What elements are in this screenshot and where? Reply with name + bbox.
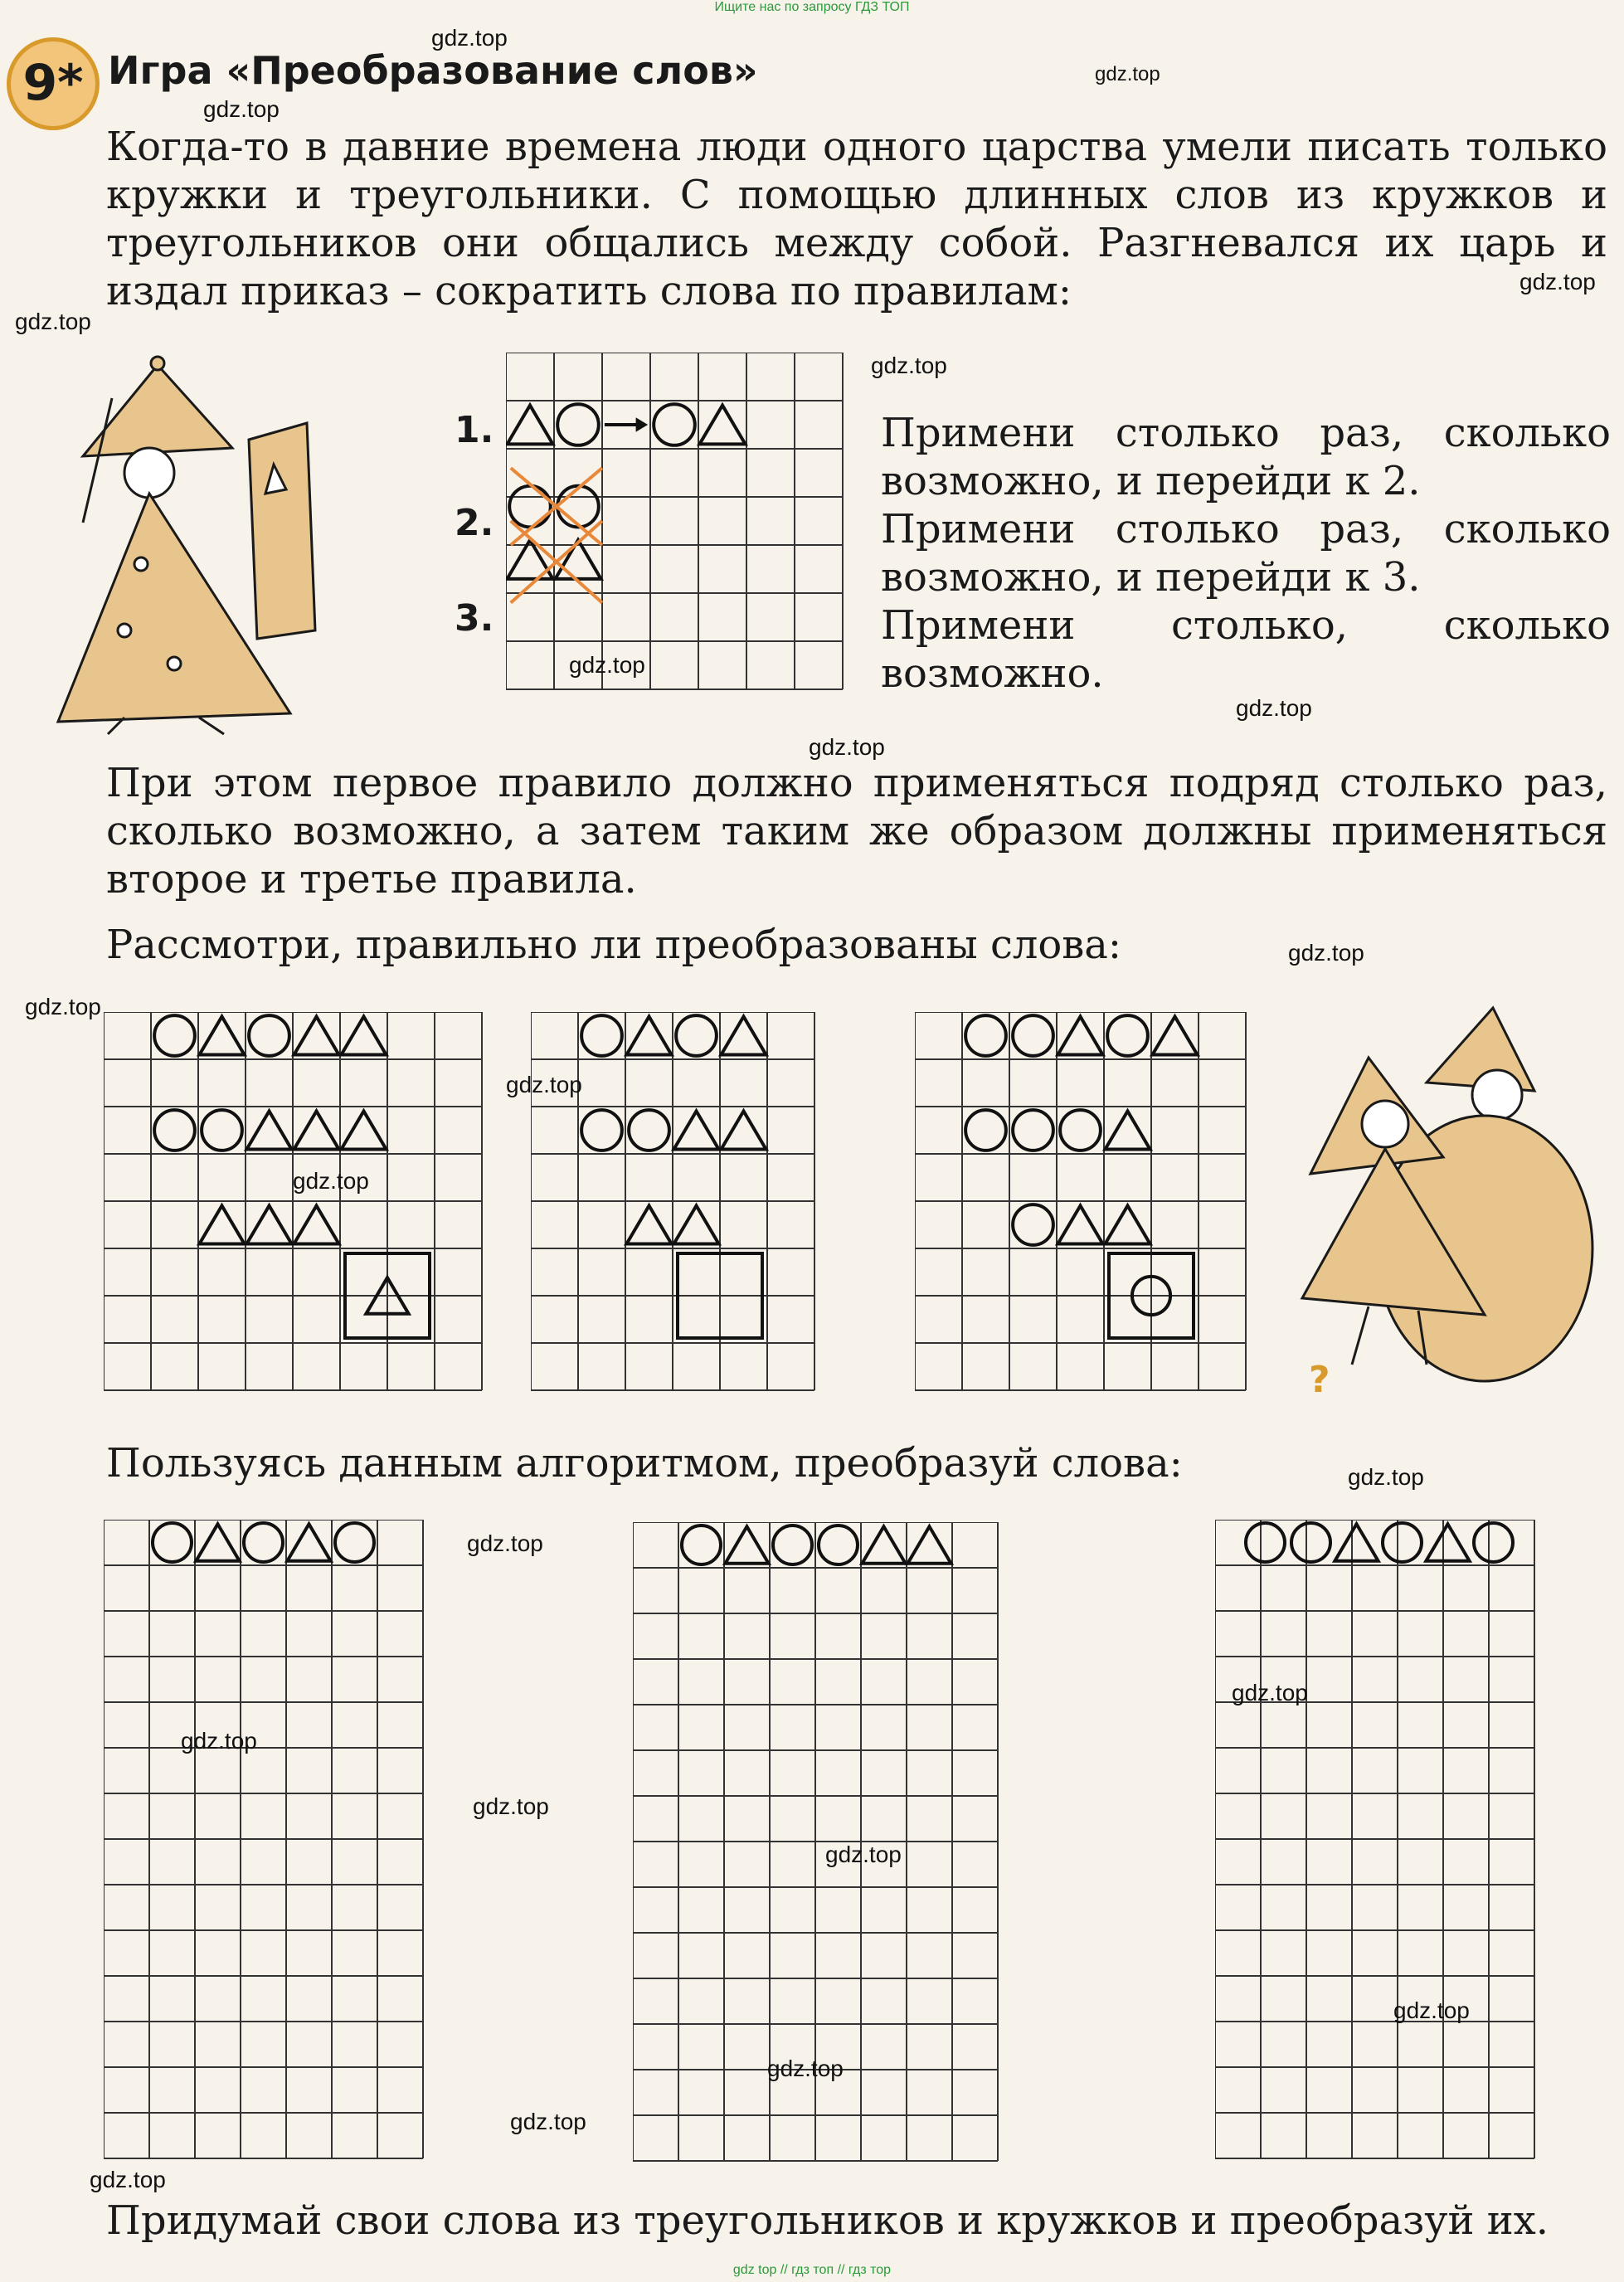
watermark: gdz.top bbox=[809, 734, 885, 760]
rule-3-text: Примени столько, сколько возможно. bbox=[881, 602, 1611, 697]
bottom-banner: gdz top // гдз топ // гдз тор bbox=[732, 2263, 892, 2277]
example-grid-3 bbox=[915, 1012, 1247, 1394]
example-grid-1 bbox=[104, 1012, 485, 1394]
watermark: gdz.top bbox=[1095, 63, 1160, 85]
triangle-icon bbox=[721, 1016, 766, 1054]
watermark: gdz.top bbox=[1288, 940, 1364, 966]
watermark: gdz.top bbox=[1519, 269, 1596, 294]
question-mark: ? bbox=[1309, 1359, 1330, 1401]
triangle-icon bbox=[1152, 1016, 1197, 1054]
task-title: Игра «Преобразование слов» bbox=[108, 48, 758, 93]
circle-icon bbox=[335, 1523, 374, 1562]
triangle-icon bbox=[699, 406, 745, 445]
triangle-icon bbox=[1058, 1016, 1102, 1054]
triangle-icon bbox=[246, 1111, 291, 1149]
intro-text: Когда-то в давние времена люди одного царства умели писать только кружки и треугольники. С помощью длинных слов из кружков и треугольников они общались между собой. Разгневался их царь и издал приказ – сократить слова по правилам: bbox=[106, 124, 1607, 314]
task-number-badge: 9* bbox=[7, 37, 100, 130]
watermark: gdz.top bbox=[871, 353, 947, 378]
watermark: gdz.top bbox=[25, 994, 101, 1019]
watermark: gdz.top bbox=[181, 1728, 257, 1754]
circle-icon bbox=[676, 1015, 717, 1056]
triangle-icon bbox=[287, 1524, 330, 1560]
watermark: gdz.top bbox=[431, 25, 508, 51]
triangle-icon bbox=[294, 1111, 338, 1149]
circle-icon bbox=[654, 404, 695, 445]
circle-icon bbox=[965, 1110, 1006, 1151]
rule-2-number: 2. bbox=[455, 502, 494, 544]
circle-icon bbox=[1013, 1110, 1053, 1151]
triangle-icon bbox=[725, 1526, 768, 1563]
triangle-icon bbox=[555, 540, 600, 579]
circle-icon bbox=[557, 486, 599, 528]
circle-icon bbox=[509, 486, 551, 528]
circle-icon bbox=[154, 1110, 195, 1151]
circle-icon bbox=[1246, 1523, 1285, 1562]
watermark: gdz.top bbox=[467, 1530, 543, 1556]
watermark: gdz.top bbox=[15, 309, 91, 334]
triangle-icon bbox=[341, 1016, 386, 1054]
triangle-icon bbox=[196, 1524, 239, 1560]
circle-icon bbox=[1474, 1523, 1513, 1562]
circle-icon bbox=[965, 1015, 1006, 1056]
triangle-icon bbox=[907, 1526, 951, 1563]
circle-icon bbox=[629, 1110, 669, 1151]
triangle-icon bbox=[1105, 1205, 1150, 1243]
triangle-icon bbox=[673, 1111, 718, 1149]
circle-icon bbox=[773, 1525, 812, 1564]
triangle-icon bbox=[294, 1205, 338, 1243]
circle-icon bbox=[1013, 1015, 1053, 1056]
exercise-grid-3[interactable] bbox=[1215, 1520, 1580, 2175]
check-prompt: Рассмотри, правильно ли преобразованы слова: bbox=[106, 922, 1122, 968]
watermark: gdz.top bbox=[510, 2109, 586, 2134]
circle-icon bbox=[682, 1525, 721, 1564]
circle-icon bbox=[1060, 1110, 1101, 1151]
children-illustration bbox=[1294, 1000, 1609, 1389]
triangle-icon bbox=[246, 1205, 291, 1243]
watermark: gdz.top bbox=[1236, 695, 1312, 721]
circle-icon bbox=[153, 1523, 192, 1562]
circle-icon bbox=[244, 1523, 283, 1562]
circle-icon bbox=[557, 404, 599, 445]
triangle-icon bbox=[199, 1016, 244, 1054]
king-illustration bbox=[33, 348, 323, 738]
circle-icon bbox=[581, 1110, 622, 1151]
watermark: gdz.top bbox=[569, 652, 645, 678]
triangle-icon bbox=[341, 1111, 386, 1149]
rule-1-text: Примени столько раз, сколько возможно, и перейди к 2. bbox=[881, 410, 1611, 504]
triangle-icon bbox=[862, 1526, 905, 1563]
watermark: gdz.top bbox=[293, 1168, 369, 1194]
circle-icon bbox=[1383, 1523, 1422, 1562]
circle-icon bbox=[1107, 1015, 1148, 1056]
rules-grid bbox=[506, 353, 854, 693]
triangle-icon bbox=[1105, 1111, 1150, 1149]
watermark: gdz.top bbox=[473, 1793, 549, 1819]
triangle-icon bbox=[626, 1205, 671, 1243]
final-task: Придумай свои слова из треугольников и кружков и преобразуй их. bbox=[106, 2197, 1549, 2244]
triangle-icon bbox=[1058, 1205, 1102, 1243]
rule-note: При этом первое правило должно применяться подряд столько раз, сколько возможно, а затем таким же образом должны применяться второе и третье правила. bbox=[106, 760, 1607, 903]
triangle-icon bbox=[1335, 1524, 1378, 1560]
transform-prompt: Пользуясь данным алгоритмом, преобразуй слова: bbox=[106, 1440, 1183, 1486]
exercise-grid-1[interactable] bbox=[104, 1520, 435, 2175]
rule-2-text: Примени столько раз, сколько возможно, и перейди к 3. bbox=[881, 506, 1611, 601]
watermark: gdz.top bbox=[1393, 1997, 1470, 2023]
circle-icon bbox=[249, 1015, 289, 1056]
triangle-icon bbox=[626, 1016, 671, 1054]
top-banner: Ищите нас по запросу ГДЗ ТОП bbox=[714, 0, 910, 14]
watermark: gdz.top bbox=[506, 1072, 582, 1097]
circle-icon bbox=[1291, 1523, 1330, 1562]
rule-3-number: 3. bbox=[455, 597, 494, 640]
watermark: gdz.top bbox=[825, 1842, 902, 1867]
rule-1-number: 1. bbox=[455, 409, 494, 451]
watermark: gdz.top bbox=[90, 2167, 166, 2192]
circle-icon bbox=[581, 1015, 622, 1056]
arrow-head-icon bbox=[636, 417, 649, 431]
triangle-icon bbox=[673, 1205, 718, 1243]
triangle-icon bbox=[199, 1205, 244, 1243]
circle-icon bbox=[202, 1110, 242, 1151]
triangle-icon bbox=[721, 1111, 766, 1149]
example-grid-2 bbox=[531, 1012, 829, 1394]
watermark: gdz.top bbox=[1232, 1680, 1308, 1705]
triangle-icon bbox=[507, 406, 552, 445]
circle-icon bbox=[154, 1015, 195, 1056]
circle-icon bbox=[819, 1525, 858, 1564]
circle-icon bbox=[1013, 1204, 1053, 1245]
watermark: gdz.top bbox=[203, 96, 280, 122]
watermark: gdz.top bbox=[767, 2056, 844, 2081]
triangle-icon bbox=[294, 1016, 338, 1054]
triangle-icon bbox=[1426, 1524, 1469, 1560]
watermark: gdz.top bbox=[1348, 1464, 1424, 1490]
